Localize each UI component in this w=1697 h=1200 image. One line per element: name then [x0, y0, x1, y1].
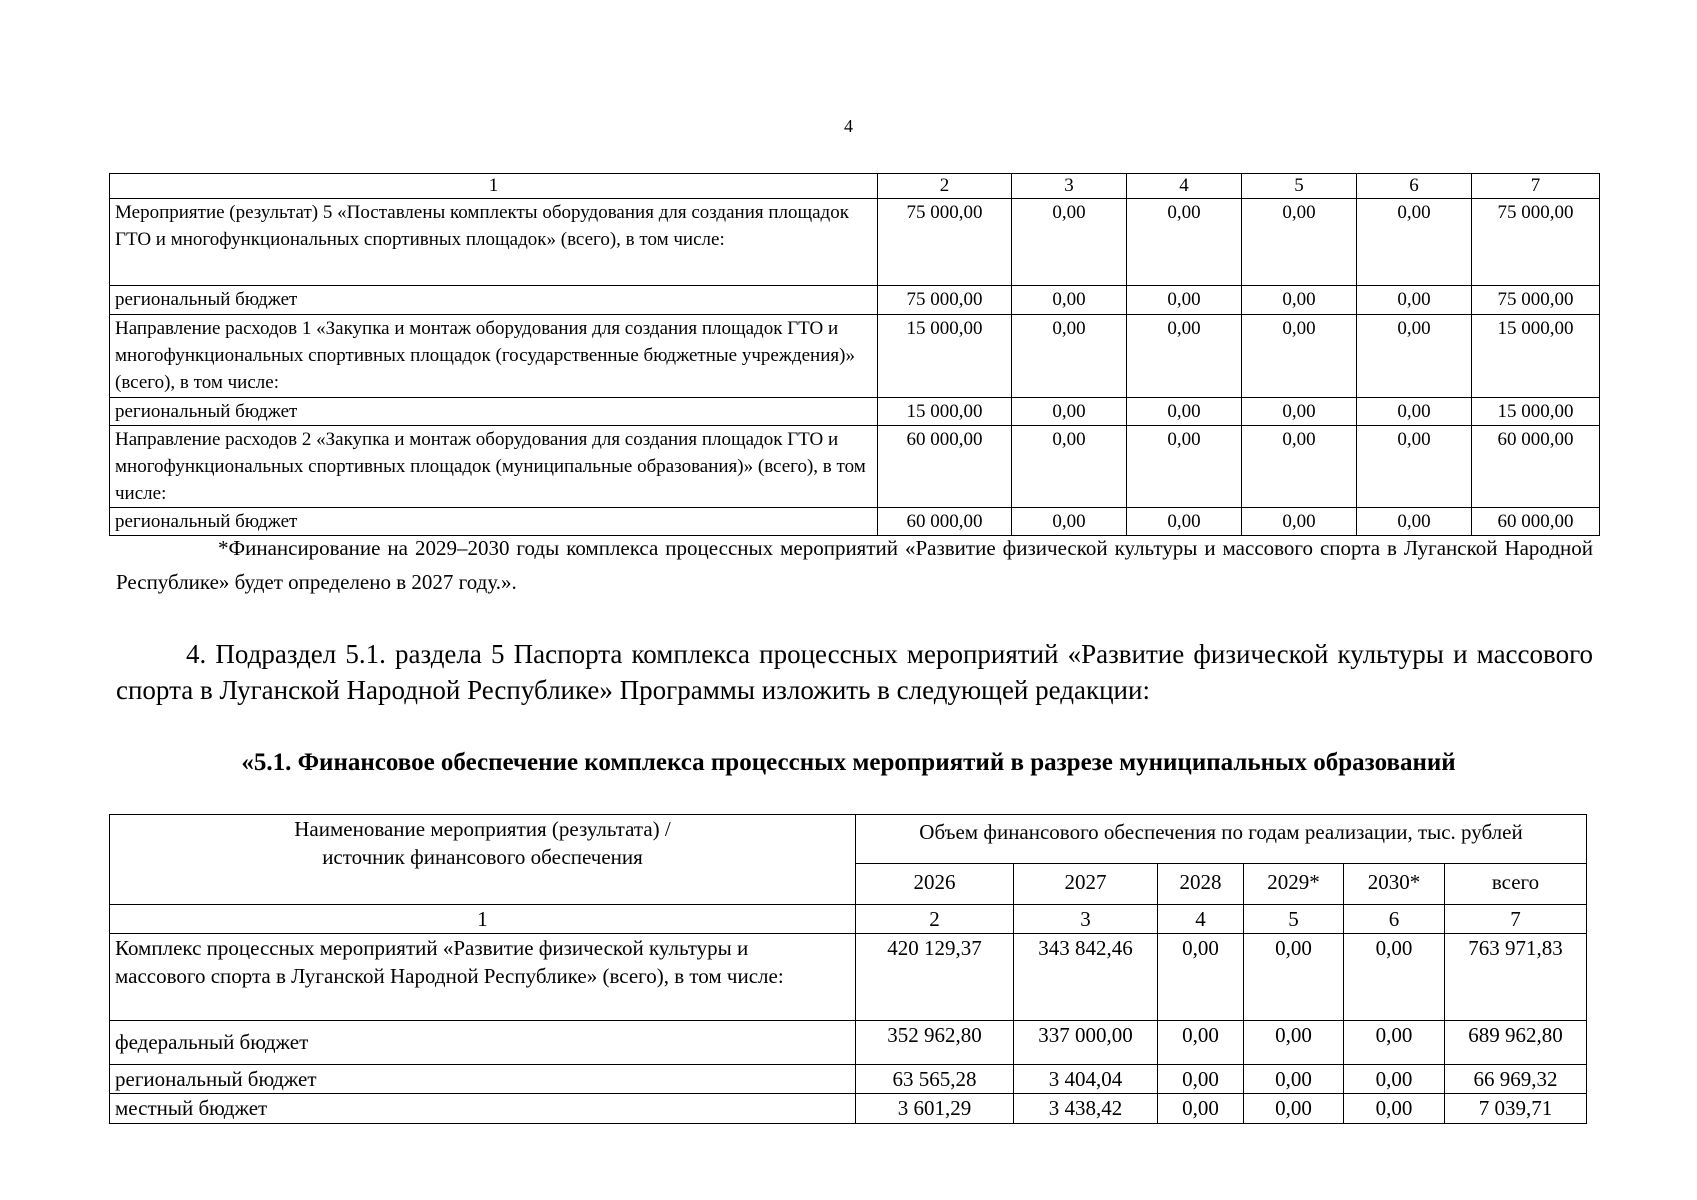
value-cell: 0,00 — [1012, 398, 1127, 426]
value-cell: 66 969,32 — [1445, 1065, 1587, 1094]
table-row — [110, 1021, 1587, 1065]
value-cell: 75 000,00 — [878, 286, 1012, 315]
value-cell: 0,00 — [1357, 508, 1472, 536]
column-number: 4 — [1158, 905, 1244, 934]
value-cell: 60 000,00 — [878, 508, 1012, 536]
value-cell: 0,00 — [1127, 286, 1242, 315]
value-cell: 60 000,00 — [1472, 426, 1600, 508]
value-cell: 0,00 — [1242, 315, 1357, 398]
value-cell: 420 129,37 — [856, 934, 1014, 1021]
value-cell: 0,00 — [1127, 508, 1242, 536]
column-number: 2 — [856, 905, 1014, 934]
column-number: 1 — [110, 905, 856, 934]
value-cell: 60 000,00 — [1472, 508, 1600, 536]
table-row — [110, 934, 1587, 1021]
value-cell: 60 000,00 — [878, 426, 1012, 508]
header-cell: 4 — [1127, 174, 1242, 199]
value-cell: 3 601,29 — [856, 1094, 1014, 1124]
value-cell: 0,00 — [1244, 1094, 1344, 1124]
row-label: Мероприятие (результат) 5 «Поставлены комплекты оборудования для создания площадок ГТО и многофункциональных спортивных площадок» (всего), в том числе: — [110, 199, 878, 286]
header-cell: 5 — [1242, 174, 1357, 199]
value-cell: 0,00 — [1158, 1021, 1244, 1065]
row-label: Направление расходов 1 «Закупка и монтаж оборудования для создания площадок ГТО и многофункциональных спортивных площадок (государственные бюджетные учреждения)» (всего), в том числе: — [110, 315, 878, 398]
value-cell: 15 000,00 — [878, 315, 1012, 398]
table-row — [110, 398, 1600, 426]
value-cell: 75 000,00 — [1472, 199, 1600, 286]
table-row — [110, 199, 1600, 286]
year-header: 2027 — [1014, 864, 1158, 905]
value-cell: 337 000,00 — [1014, 1021, 1158, 1065]
value-cell: 63 565,28 — [856, 1065, 1014, 1094]
table-header-row — [110, 174, 1600, 199]
footnote: *Финансирование на 2029–2030 годы комплекса процессных мероприятий «Развитие физической культуры и массового спорта в Луганской Народной Республике» будет определено в 2027 году.». — [116, 536, 1593, 594]
value-cell: 0,00 — [1344, 1021, 1445, 1065]
value-cell: 0,00 — [1244, 1065, 1344, 1094]
table-row — [110, 1094, 1587, 1124]
value-cell: 0,00 — [1242, 199, 1357, 286]
section-title: «5.1. Финансовое обеспечение комплекса процессных мероприятий в разрезе муниципальных образований — [241, 749, 1456, 776]
header-cell: 7 — [1472, 174, 1600, 199]
value-cell: 7 039,71 — [1445, 1094, 1587, 1124]
value-cell: 75 000,00 — [1472, 286, 1600, 315]
value-cell: 352 962,80 — [856, 1021, 1014, 1065]
row-label: региональный бюджет — [110, 508, 878, 536]
year-header: 2026 — [856, 864, 1014, 905]
value-cell: 0,00 — [1158, 1094, 1244, 1124]
value-cell: 0,00 — [1127, 398, 1242, 426]
value-cell: 0,00 — [1158, 934, 1244, 1021]
table-header-row — [110, 815, 1587, 864]
row-label: местный бюджет — [110, 1094, 856, 1124]
value-cell: 0,00 — [1012, 426, 1127, 508]
row-label: федеральный бюджет — [110, 1021, 856, 1065]
volume-header: Объем финансового обеспечения по годам реализации, тыс. рублей — [856, 815, 1587, 864]
value-cell: 0,00 — [1357, 315, 1472, 398]
value-cell: 3 404,04 — [1014, 1065, 1158, 1094]
row-label: Направление расходов 2 «Закупка и монтаж оборудования для создания площадок ГТО и многофункциональных спортивных площадок (муниципальные образования)» (всего), в том числе: — [110, 426, 878, 508]
value-cell: 75 000,00 — [878, 199, 1012, 286]
header-cell: 2 — [878, 174, 1012, 199]
table-municipal-financing — [109, 814, 1587, 1124]
column-number: 3 — [1014, 905, 1158, 934]
value-cell: 0,00 — [1127, 199, 1242, 286]
value-cell: 0,00 — [1127, 315, 1242, 398]
name-header: Наименование мероприятия (результата) / источник финансового обеспечения — [110, 815, 856, 905]
row-label: региональный бюджет — [110, 398, 878, 426]
value-cell: 0,00 — [1344, 1065, 1445, 1094]
value-cell: 0,00 — [1244, 934, 1344, 1021]
value-cell: 0,00 — [1158, 1065, 1244, 1094]
year-header: 2030* — [1344, 864, 1445, 905]
value-cell: 689 962,80 — [1445, 1021, 1587, 1065]
column-number: 6 — [1344, 905, 1445, 934]
value-cell: 0,00 — [1357, 286, 1472, 315]
header-cell: 1 — [110, 174, 878, 199]
value-cell: 0,00 — [1357, 398, 1472, 426]
header-cell: 3 — [1012, 174, 1127, 199]
value-cell: 0,00 — [1012, 286, 1127, 315]
page-number: 4 — [844, 116, 853, 136]
value-cell: 0,00 — [1242, 286, 1357, 315]
value-cell: 0,00 — [1344, 1094, 1445, 1124]
column-number: 7 — [1445, 905, 1587, 934]
column-number: 5 — [1244, 905, 1344, 934]
table-row — [110, 315, 1600, 398]
value-cell: 0,00 — [1012, 199, 1127, 286]
table-row — [110, 286, 1600, 315]
year-header: 2029* — [1244, 864, 1344, 905]
row-label: региональный бюджет — [110, 286, 878, 315]
value-cell: 0,00 — [1357, 426, 1472, 508]
value-cell: 343 842,46 — [1014, 934, 1158, 1021]
year-header: всего — [1445, 864, 1587, 905]
value-cell: 0,00 — [1242, 398, 1357, 426]
row-label: Комплекс процессных мероприятий «Развитие физической культуры и массового спорта в Луганской Народной Республике» (всего), в том числе: — [110, 934, 856, 1021]
column-number-row — [110, 905, 1587, 934]
value-cell: 3 438,42 — [1014, 1094, 1158, 1124]
value-cell: 763 971,83 — [1445, 934, 1587, 1021]
value-cell: 0,00 — [1012, 508, 1127, 536]
value-cell: 0,00 — [1242, 426, 1357, 508]
value-cell: 0,00 — [1344, 934, 1445, 1021]
value-cell: 15 000,00 — [1472, 398, 1600, 426]
value-cell: 0,00 — [1244, 1021, 1344, 1065]
header-cell: 6 — [1357, 174, 1472, 199]
value-cell: 0,00 — [1012, 315, 1127, 398]
table-row — [110, 426, 1600, 508]
row-label: региональный бюджет — [110, 1065, 856, 1094]
year-header: 2028 — [1158, 864, 1244, 905]
value-cell: 15 000,00 — [1472, 315, 1600, 398]
value-cell: 0,00 — [1127, 426, 1242, 508]
value-cell: 0,00 — [1242, 508, 1357, 536]
table-row — [110, 1065, 1587, 1094]
value-cell: 0,00 — [1357, 199, 1472, 286]
value-cell: 15 000,00 — [878, 398, 1012, 426]
paragraph-4: 4. Подраздел 5.1. раздела 5 Паспорта комплекса процессных мероприятий «Развитие физической культуры и массового спорта в Луганской Народной Республике» Программы изложить в следующей редакции: — [116, 639, 1593, 705]
table-expenses-continued — [109, 173, 1600, 536]
